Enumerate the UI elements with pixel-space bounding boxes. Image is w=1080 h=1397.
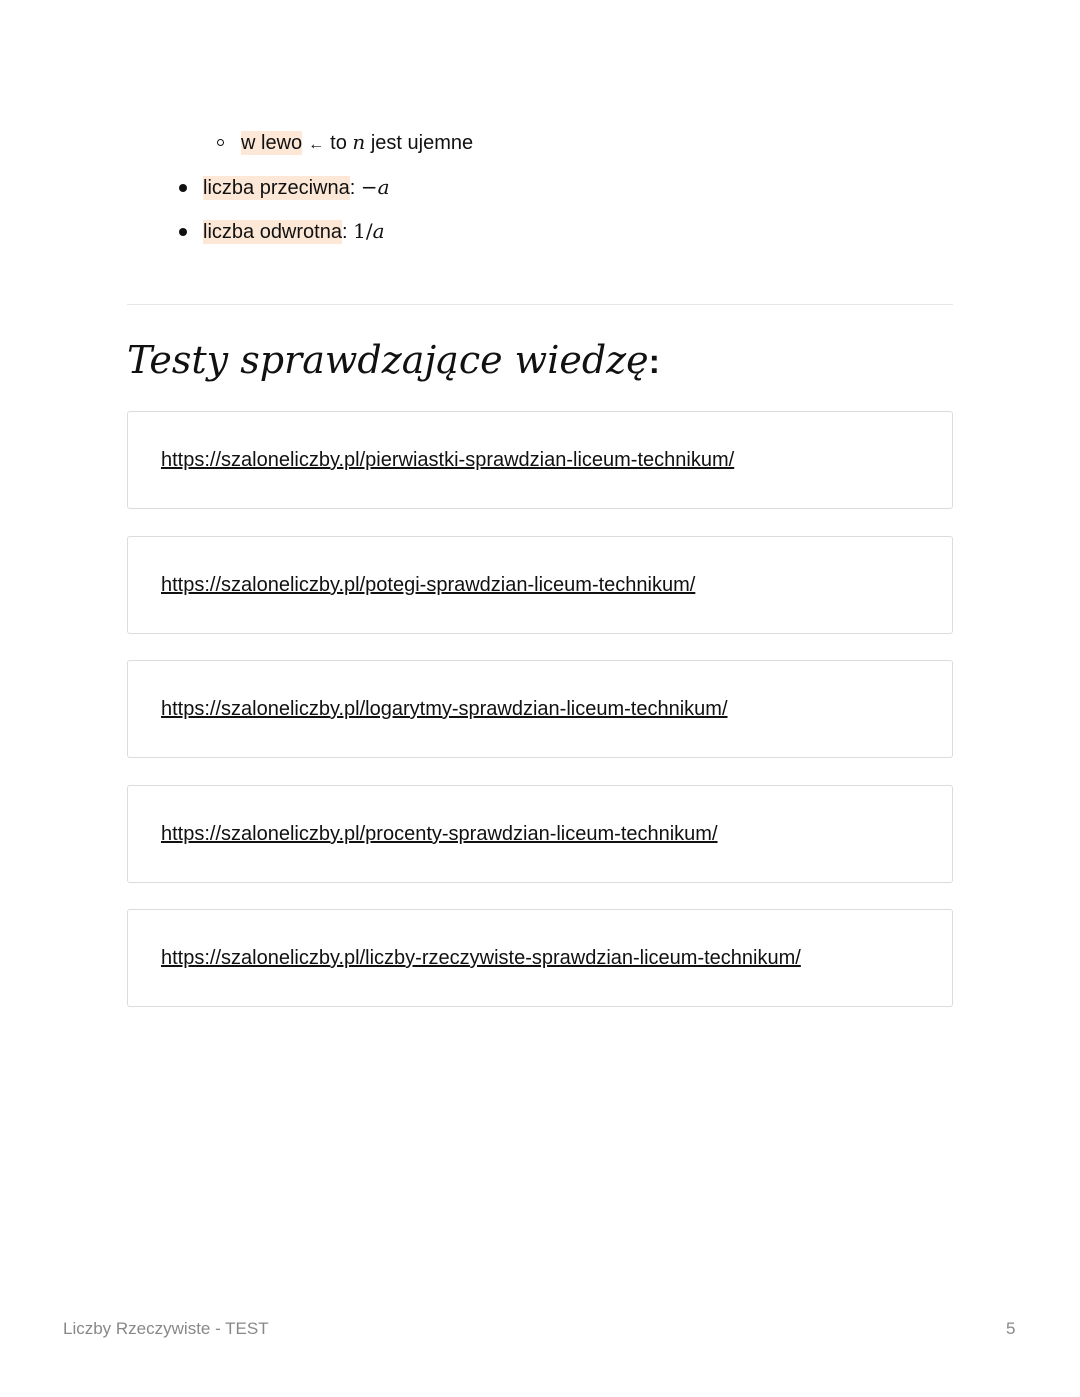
- test-link-liczby-rzeczywiste[interactable]: https://szaloneliczby.pl/liczby-rzeczywiste-sprawdzian-liceum-technikum/: [161, 947, 801, 969]
- section-title: [127, 334, 660, 388]
- math-expression: −a: [360, 175, 390, 199]
- math-fraction: 1/: [353, 219, 373, 243]
- link-card: [127, 411, 953, 509]
- link-card: [127, 909, 953, 1007]
- link-card: [127, 785, 953, 883]
- list-text: jest ujemne: [370, 132, 474, 154]
- list-item-opposite-number: [203, 175, 390, 200]
- separator: :: [341, 221, 348, 243]
- highlighted-term: liczba przeciwna: [203, 177, 350, 199]
- list-bullet-circle: [217, 139, 224, 146]
- section-title-text: Testy sprawdzające wiedzę: [127, 338, 649, 382]
- list-bullet: [179, 228, 187, 236]
- list-item-reciprocal: [203, 219, 385, 244]
- list-text: to: [330, 132, 347, 154]
- test-link-procenty[interactable]: https://szaloneliczby.pl/procenty-sprawdzian-liceum-technikum/: [161, 823, 718, 845]
- list-bullet: [179, 184, 187, 192]
- footer-document-title: Liczby Rzeczywiste - TEST: [63, 1319, 269, 1338]
- test-link-logarytmy[interactable]: https://szaloneliczby.pl/logarytmy-sprawdzian-liceum-technikum/: [161, 698, 728, 720]
- left-arrow-symbol: ←: [308, 136, 325, 153]
- highlighted-term: liczba odwrotna: [203, 221, 342, 243]
- math-variable: a: [372, 219, 385, 243]
- test-link-pierwiastki[interactable]: https://szaloneliczby.pl/pierwiastki-sprawdzian-liceum-technikum/: [161, 449, 735, 471]
- footer-page-number: 5: [1006, 1319, 1016, 1338]
- separator: :: [349, 177, 356, 199]
- test-link-potegi[interactable]: https://szaloneliczby.pl/potegi-sprawdzian-liceum-technikum/: [161, 574, 696, 596]
- sub-list-item: [241, 130, 473, 157]
- section-divider: [127, 304, 953, 305]
- math-variable: n: [352, 130, 366, 154]
- link-card: [127, 536, 953, 634]
- link-card: [127, 660, 953, 758]
- highlighted-term: w lewo: [241, 132, 303, 154]
- section-title-colon: :: [648, 343, 660, 381]
